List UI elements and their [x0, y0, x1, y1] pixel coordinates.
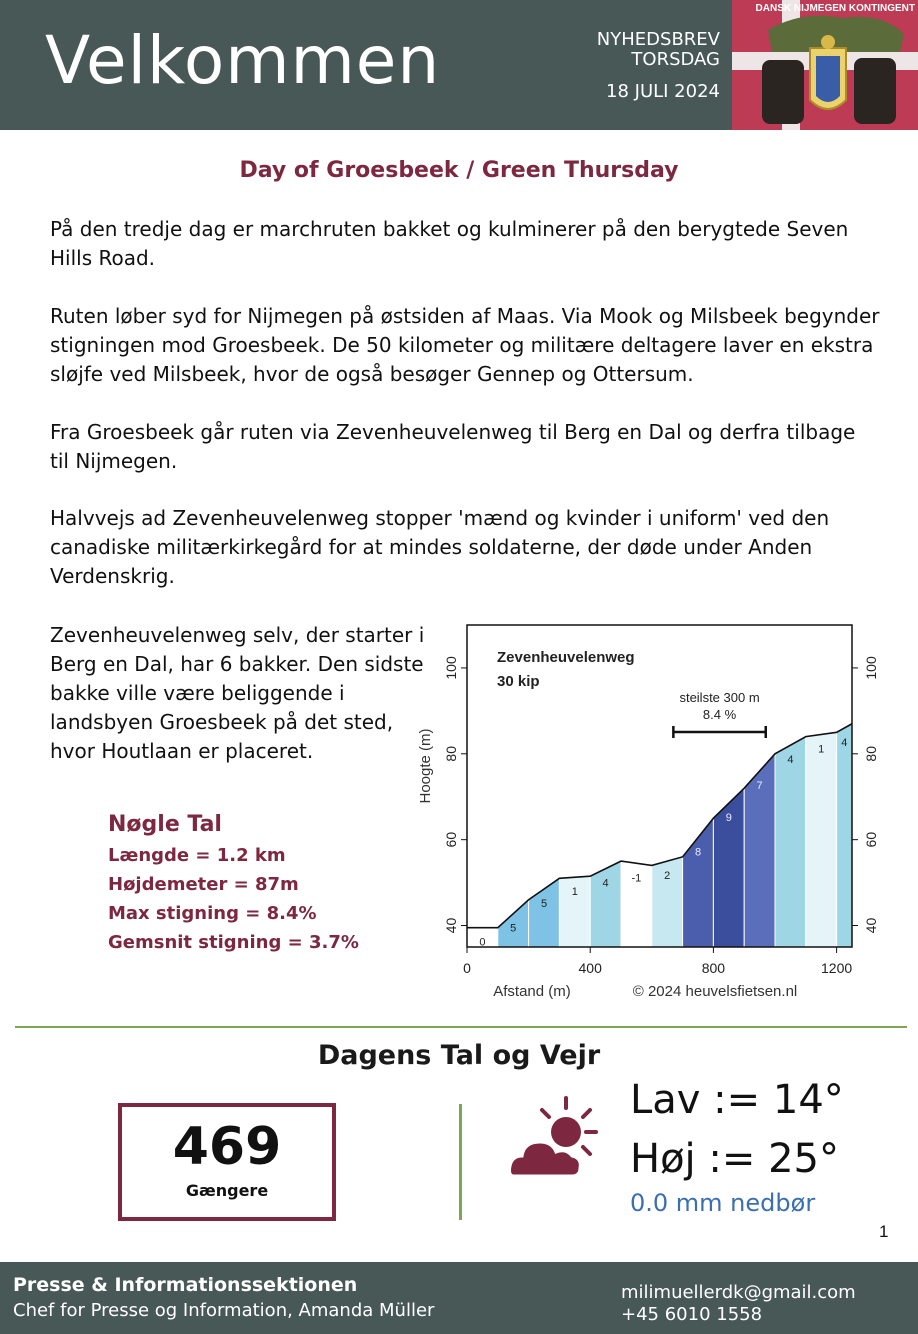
- y-tick-label-right: 40: [863, 917, 879, 934]
- section-divider: [15, 1026, 907, 1028]
- y-tick-label-right: 80: [863, 746, 879, 762]
- contingent-logo: [732, 0, 918, 130]
- y-tick-label-left: 80: [443, 746, 459, 762]
- elevation-chart-svg: [410, 620, 879, 1005]
- key-figures: [108, 812, 359, 957]
- key-figure-elevation: Højdemeter = 87m: [108, 874, 299, 895]
- steepest-value: 8.4 %: [702, 707, 737, 722]
- issue-day: TORSDAG: [631, 49, 720, 70]
- chart-credit: © 2024 heuvelsfietsen.nl: [632, 983, 798, 1000]
- footer-email[interactable]: milimuellerdk@gmail.com: [621, 1282, 856, 1303]
- paragraph-2: Ruten løber syd for Nijmegen på østsiden af Maas. Via Mook og Milsbeek begynder stigningen mod Groesbeek. De 50 kilometer og militære deltagere laver en ekstra sløjfe ved Milsbeek, hvor de også besøger Gennep og Ottersum.: [50, 304, 880, 386]
- key-figures-title: Nøgle Tal: [108, 812, 222, 837]
- y-tick-label-right: 100: [863, 656, 879, 680]
- today-title: Dagens Tal og Vejr: [317, 1040, 601, 1071]
- elevation-chart: [410, 620, 879, 1005]
- x-tick-label: 0: [463, 960, 471, 976]
- header: [0, 0, 918, 130]
- footer-org: Presse & Informationssektionen: [13, 1274, 358, 1296]
- y-tick-label-right: 60: [863, 831, 879, 848]
- profile-segment: [775, 737, 806, 947]
- walkers-count-box: [118, 1103, 336, 1221]
- precipitation: 0.0 mm nedbør: [630, 1189, 816, 1217]
- y-axis-label: Hoogte (m): [417, 728, 434, 804]
- segment-label: 0: [479, 936, 486, 949]
- segment-label: 9: [725, 812, 732, 825]
- x-tick-label: 400: [578, 960, 602, 976]
- segment-label: 4: [787, 754, 794, 767]
- y-tick-label-left: 100: [443, 656, 459, 680]
- segment-label: 7: [756, 779, 763, 792]
- chart-title: Zevenheuvelenweg: [497, 649, 635, 666]
- x-axis-label: Afstand (m): [493, 983, 571, 1000]
- paragraph-4: Halvvejs ad Zevenheuvelenweg stopper 'mænd og kvinder i uniform' ved den canadiske militærkirkegård for at mindes soldaterne, der døde under Anden Verdenskrig.: [50, 506, 830, 588]
- high-temperature: Høj := 25°: [630, 1136, 839, 1182]
- x-tick-label: 800: [701, 960, 726, 976]
- segment-label: 5: [510, 922, 517, 935]
- segment-label: 8: [694, 846, 702, 859]
- segment-label: 4: [602, 877, 609, 890]
- issue-info: [597, 30, 720, 102]
- y-tick-label-left: 60: [443, 831, 459, 848]
- steepest-label: steilste 300 m: [679, 690, 760, 705]
- chart-subtitle: 30 kip: [497, 673, 540, 690]
- page-title: Velkommen: [45, 22, 441, 99]
- x-tick-label: 1200: [821, 960, 853, 976]
- paragraph-1: På den tredje dag er marchruten bakket og kulminerer på den berygtede Seven Hills Road.: [50, 217, 849, 270]
- vertical-divider: [459, 1104, 462, 1220]
- footer: [0, 1262, 918, 1334]
- walkers-label: Gængere: [185, 1181, 269, 1200]
- footer-phone[interactable]: +45 6010 1558: [621, 1304, 763, 1325]
- low-temperature: Lav := 14°: [630, 1077, 844, 1123]
- logo-text: DANSK NIJMEGEN KONTINGENT: [755, 3, 915, 14]
- y-tick-label-left: 40: [443, 917, 459, 934]
- segment-label: 1: [818, 743, 825, 756]
- segment-label: 5: [540, 898, 548, 911]
- paragraph-5: Zevenheuvelenweg selv, der starter i Berg en Dal, har 6 bakker. Den sidste bakke ville være beliggende i landsbyen Groesbeek på det sted, hvor Houtlaan er placeret.: [50, 623, 425, 763]
- walkers-count: 469: [172, 1117, 282, 1177]
- paragraph-3: Fra Groesbeek går ruten via Zevenheuvelenweg til Berg en Dal og derfra tilbage til Nijmegen.: [50, 420, 856, 473]
- page-number: 1: [879, 1222, 889, 1241]
- profile-segment: [806, 732, 837, 947]
- segment-label: 1: [571, 886, 578, 899]
- issue-date: 18 JULI 2024: [606, 81, 720, 102]
- segment-label: -1: [631, 872, 642, 885]
- segment-label: 2: [664, 870, 671, 883]
- issue-type: NYHEDSBREV: [596, 29, 720, 50]
- key-figure-length: Længde = 1.2 km: [108, 845, 286, 866]
- article-heading: Day of Groesbeek / Green Thursday: [239, 158, 679, 183]
- partly-cloudy-icon: [508, 1096, 604, 1182]
- key-figure-max-gradient: Max stigning = 8.4%: [108, 903, 317, 924]
- footer-chief: Chef for Presse og Information, Amanda Müller: [13, 1300, 435, 1321]
- key-figure-avg-gradient: Gemsnit stigning = 3.7%: [108, 932, 359, 953]
- profile-segment: [837, 724, 852, 947]
- segment-label: 4: [841, 737, 848, 750]
